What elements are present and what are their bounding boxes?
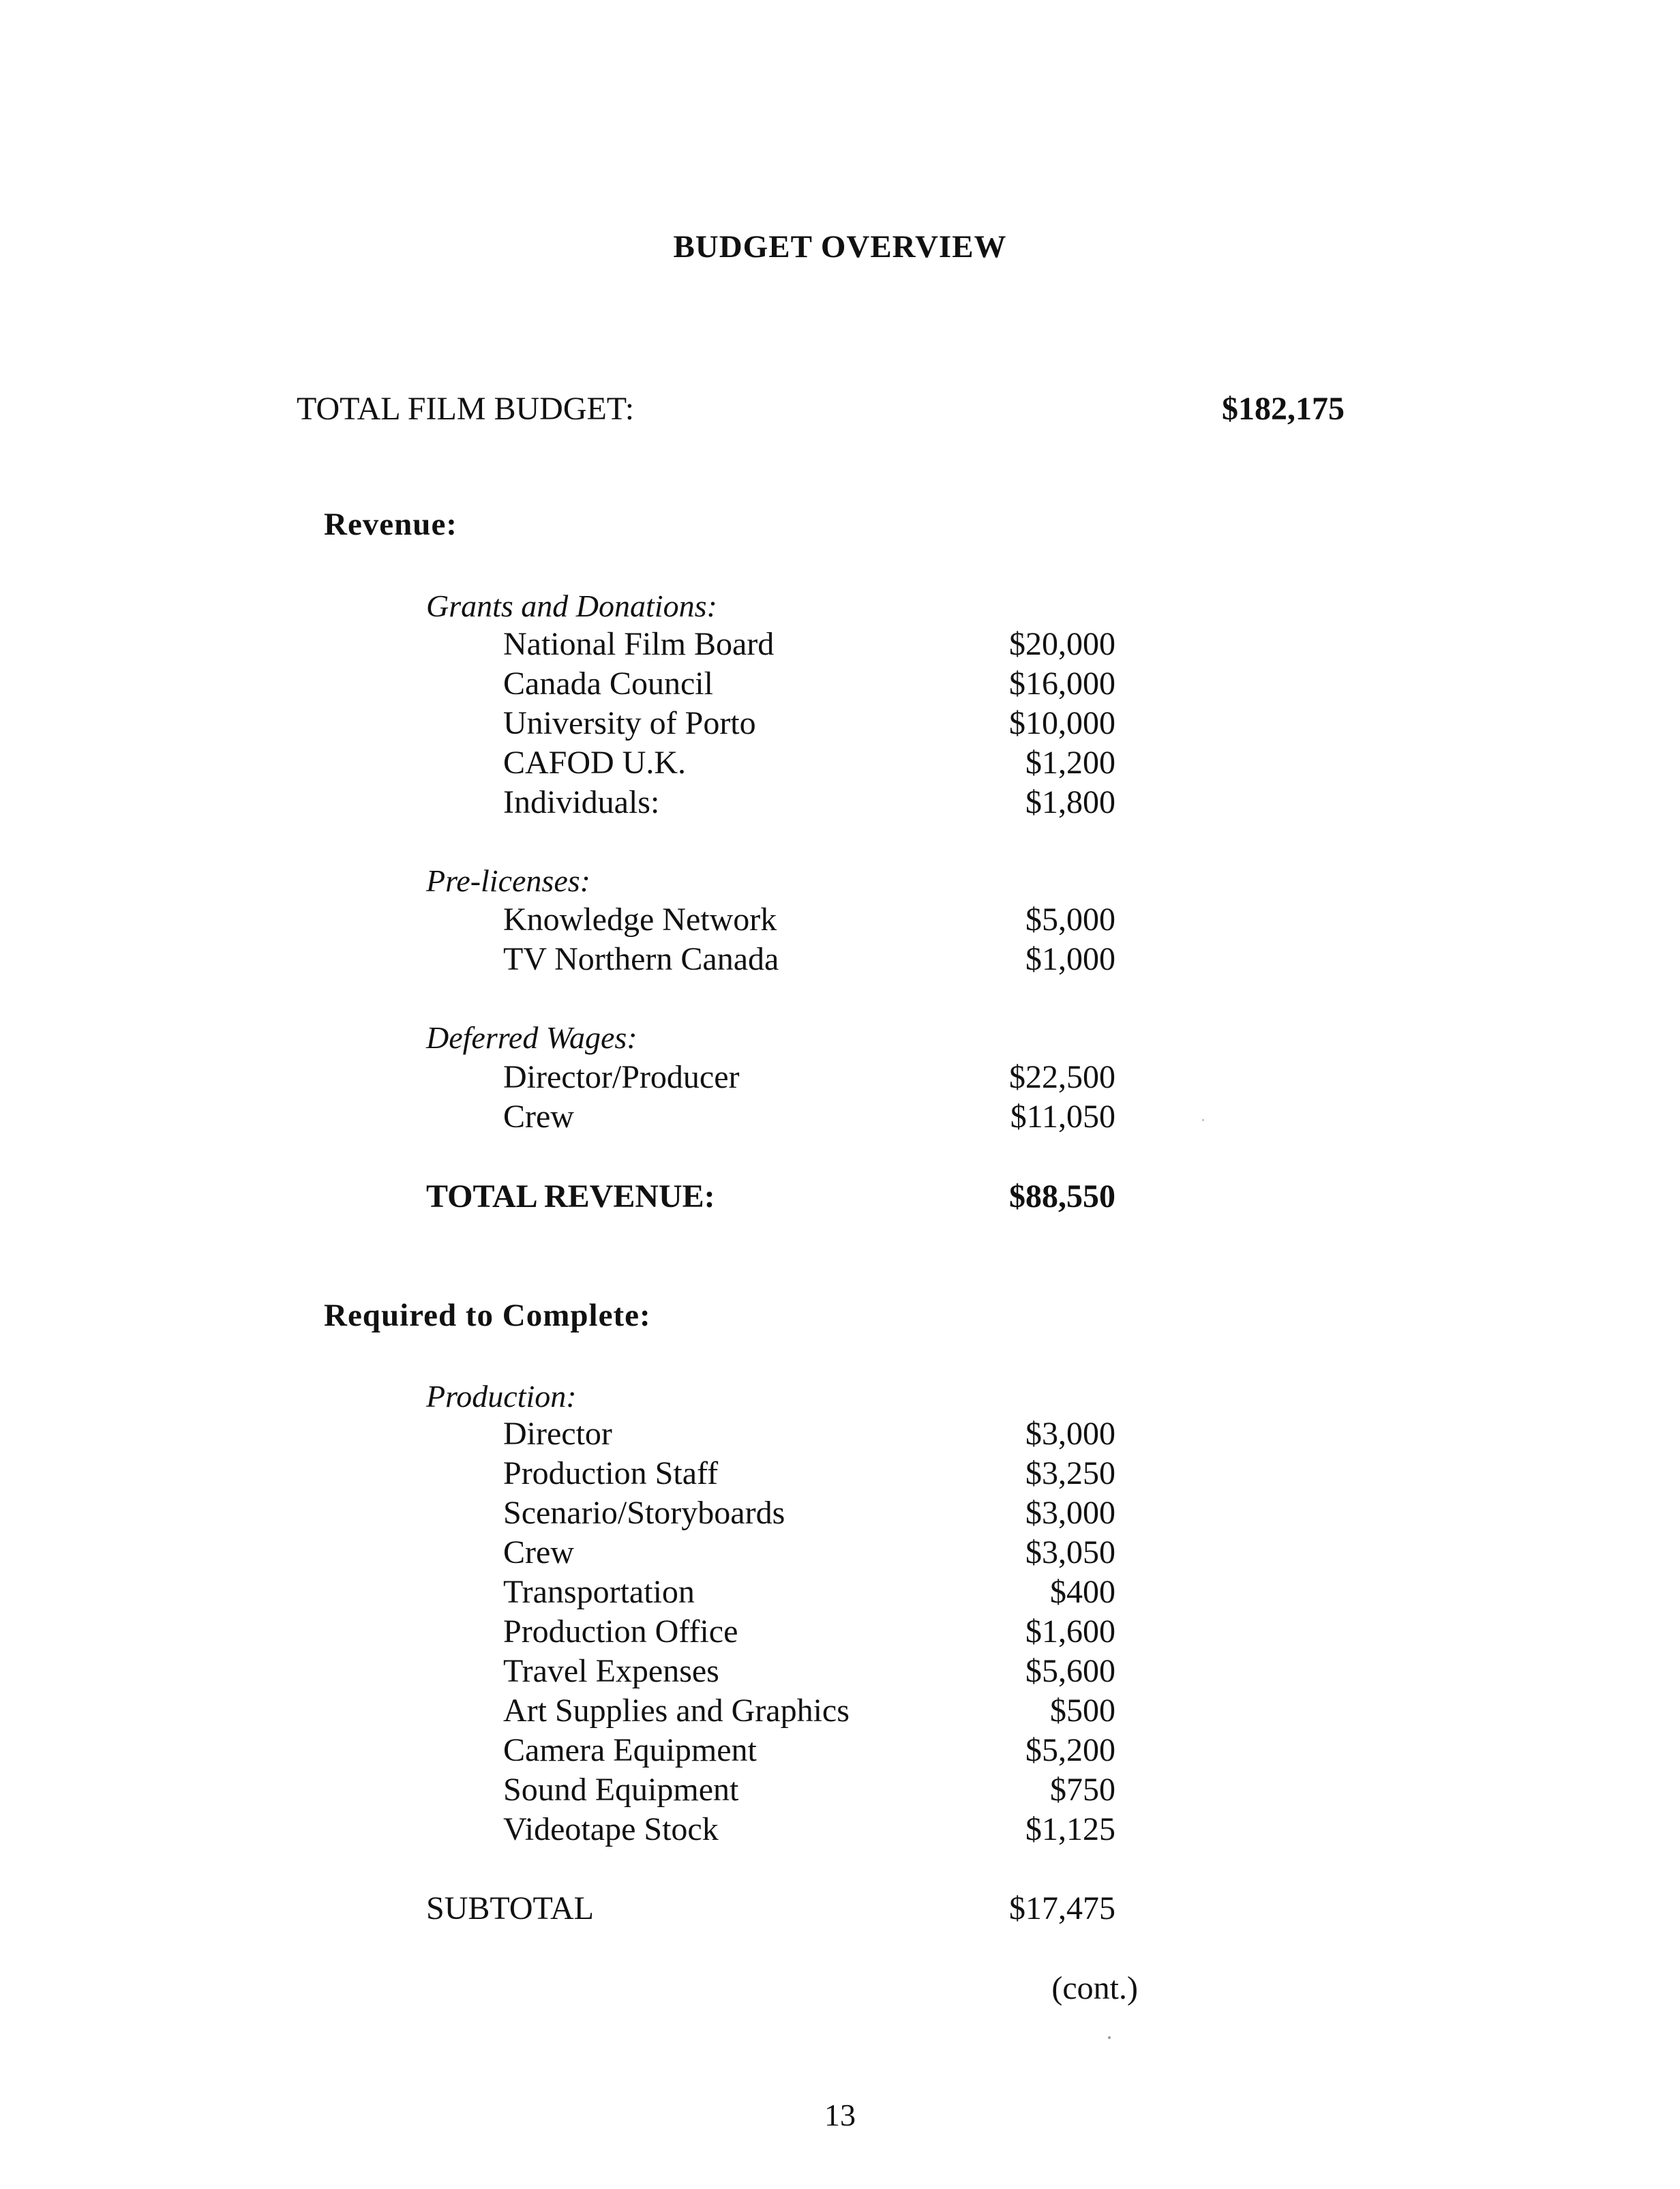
- item-label: University of Porto: [503, 705, 756, 741]
- page-number: 13: [824, 2098, 856, 2132]
- item-label: Knowledge Network: [503, 902, 777, 938]
- item-label: Scenario/Storyboards: [503, 1495, 785, 1531]
- item-value: $10,000: [1009, 705, 1115, 741]
- item-label: Sound Equipment: [503, 1772, 739, 1808]
- item-value: $5,600: [1025, 1653, 1115, 1689]
- item-label: Director/Producer: [503, 1059, 740, 1095]
- item-label: Transportation: [503, 1574, 695, 1610]
- item-value: $1,800: [1025, 784, 1115, 820]
- item-value: $3,000: [1025, 1495, 1115, 1531]
- item-label: National Film Board: [503, 626, 775, 662]
- page-title: BUDGET OVERVIEW: [673, 229, 1007, 265]
- subtotal-label: SUBTOTAL: [426, 1890, 594, 1926]
- item-value: $3,000: [1025, 1416, 1115, 1452]
- item-label: Art Supplies and Graphics: [503, 1693, 850, 1729]
- item-value: $400: [1050, 1574, 1115, 1610]
- item-value: $20,000: [1009, 626, 1115, 662]
- item-label: Travel Expenses: [503, 1653, 719, 1689]
- total-revenue-value: $88,550: [1009, 1178, 1115, 1215]
- item-value: $22,500: [1009, 1059, 1115, 1095]
- group-heading-deferred-wages: Deferred Wages:: [426, 1020, 638, 1055]
- item-label: Crew: [503, 1099, 574, 1135]
- total-film-budget-label: TOTAL FILM BUDGET:: [297, 391, 635, 427]
- item-label: Camera Equipment: [503, 1732, 757, 1768]
- item-label: Canada Council: [503, 666, 713, 702]
- item-value: $750: [1050, 1772, 1115, 1808]
- item-label: CAFOD U.K.: [503, 745, 687, 781]
- item-value: $1,125: [1025, 1811, 1115, 1847]
- revenue-heading: Revenue:: [324, 507, 457, 542]
- group-heading-prelicenses: Pre-licenses:: [426, 863, 590, 898]
- item-value: $3,050: [1025, 1534, 1115, 1570]
- subtotal-value: $17,475: [1009, 1890, 1115, 1926]
- item-value: $1,000: [1025, 941, 1115, 977]
- group-heading-grants: Grants and Donations:: [426, 589, 717, 623]
- item-label: Videotape Stock: [503, 1811, 719, 1847]
- scan-speck: [1202, 1119, 1204, 1121]
- item-value: $1,600: [1025, 1613, 1115, 1650]
- item-value: $16,000: [1009, 666, 1115, 702]
- required-heading: Required to Complete:: [324, 1298, 651, 1333]
- item-value: $500: [1050, 1693, 1115, 1729]
- item-value: $3,250: [1025, 1455, 1115, 1491]
- item-label: Director: [503, 1416, 612, 1452]
- item-label: Crew: [503, 1534, 574, 1570]
- item-value: $1,200: [1025, 745, 1115, 781]
- item-label: Production Office: [503, 1613, 738, 1650]
- continued-note: (cont.): [1051, 1970, 1138, 2006]
- total-revenue-label: TOTAL REVENUE:: [426, 1178, 715, 1215]
- item-label: Production Staff: [503, 1455, 719, 1491]
- item-label: TV Northern Canada: [503, 941, 779, 977]
- total-film-budget-value: $182,175: [1222, 391, 1345, 427]
- item-value: $11,050: [1010, 1099, 1115, 1135]
- scan-speck: [1108, 2036, 1111, 2039]
- item-label: Individuals:: [503, 784, 660, 820]
- item-value: $5,200: [1025, 1732, 1115, 1768]
- item-value: $5,000: [1025, 902, 1115, 938]
- group-heading-production: Production:: [426, 1379, 577, 1414]
